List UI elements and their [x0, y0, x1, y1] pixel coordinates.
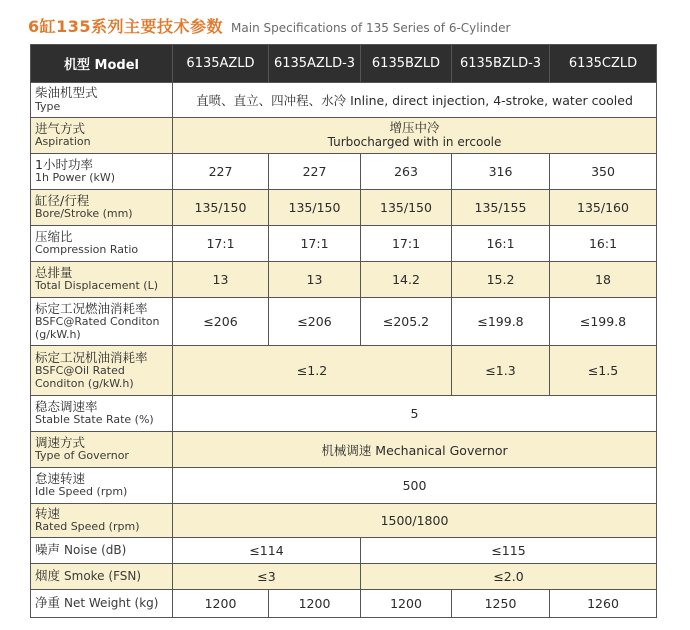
header-model-4: 6135BZLD-3	[452, 45, 550, 83]
table-cell: ≤1.2	[173, 346, 452, 396]
row-label: 1小时功率 1h Power (kW)	[31, 154, 173, 190]
table-cell: ≤199.8	[452, 298, 550, 346]
aspiration-value: 增压中冷 Turbocharged with in ercoole	[173, 118, 657, 154]
header-model-3: 6135BZLD	[361, 45, 452, 83]
table-cell: 机械调速 Mechanical Governor	[173, 432, 657, 468]
row-label: 稳态调速率 Stable State Rate (%)	[31, 396, 173, 432]
header-model-2: 6135AZLD-3	[269, 45, 361, 83]
row-compression	[31, 226, 657, 262]
table-header-row	[31, 45, 657, 83]
row-net-weight	[31, 590, 657, 618]
type-value: 直喷、直立、四冲程、水冷 Inline, direct injection, 4-stroke, water cooled	[173, 83, 657, 118]
table-cell: ≤1.3	[452, 346, 550, 396]
table-cell: 500	[173, 468, 657, 504]
table-cell: ≤3	[173, 564, 361, 590]
table-cell: 17:1	[361, 226, 452, 262]
row-noise	[31, 538, 657, 564]
row-label: 进气方式 Aspiration	[31, 118, 173, 154]
table-cell: 1500/1800	[173, 504, 657, 538]
table-cell: 1200	[361, 590, 452, 618]
row-type	[31, 83, 657, 118]
table-cell: 316	[452, 154, 550, 190]
row-label: 标定工况燃油消耗率 BSFC@Rated Conditon (g/kW.h)	[31, 298, 173, 346]
table-cell: 350	[550, 154, 657, 190]
table-cell: 18	[550, 262, 657, 298]
row-label: 烟度 Smoke (FSN)	[31, 564, 173, 590]
table-cell: ≤2.0	[361, 564, 657, 590]
row-aspiration	[31, 118, 657, 154]
table-cell: 14.2	[361, 262, 452, 298]
row-label: 转速 Rated Speed (rpm)	[31, 504, 173, 538]
table-cell: ≤115	[361, 538, 657, 564]
table-cell: 17:1	[173, 226, 269, 262]
row-label: 总排量 Total Displacement (L)	[31, 262, 173, 298]
row-stable-rate	[31, 396, 657, 432]
table-cell: 135/150	[173, 190, 269, 226]
row-label: 缸径/行程 Bore/Stroke (mm)	[31, 190, 173, 226]
row-label: 调速方式 Type of Governor	[31, 432, 173, 468]
table-cell: 135/160	[550, 190, 657, 226]
table-cell: 17:1	[269, 226, 361, 262]
title-chinese: 6缸135系列主要技术参数	[28, 17, 224, 36]
table-cell: ≤205.2	[361, 298, 452, 346]
row-label: 压缩比 Compression Ratio	[31, 226, 173, 262]
table-cell: ≤1.5	[550, 346, 657, 396]
header-model-1: 6135AZLD	[173, 45, 269, 83]
row-displacement	[31, 262, 657, 298]
row-smoke	[31, 564, 657, 590]
table-cell: ≤206	[173, 298, 269, 346]
title-english: Main Specifications of 135 Series of 6-Cylinder	[231, 21, 511, 35]
row-label: 柴油机型式 Type	[31, 83, 173, 118]
table-cell: 227	[173, 154, 269, 190]
table-cell: 5	[173, 396, 657, 432]
table-cell: 1200	[173, 590, 269, 618]
row-label: 净重 Net Weight (kg)	[31, 590, 173, 618]
table-cell: 15.2	[452, 262, 550, 298]
header-model-label: 机型 Model	[31, 45, 173, 83]
table-cell: 16:1	[452, 226, 550, 262]
table-cell: 263	[361, 154, 452, 190]
row-bsfc	[31, 298, 657, 346]
table-cell: ≤199.8	[550, 298, 657, 346]
row-label: 标定工况机油消耗率 BSFC@Oil Rated Conditon (g/kW.h)	[31, 346, 173, 396]
table-cell: 135/150	[269, 190, 361, 226]
row-label: 怠速转速 Idle Speed (rpm)	[31, 468, 173, 504]
table-cell: 227	[269, 154, 361, 190]
row-governor	[31, 432, 657, 468]
row-label: 噪声 Noise (dB)	[31, 538, 173, 564]
table-cell: 13	[269, 262, 361, 298]
specifications-table	[30, 44, 657, 618]
table-cell: 135/155	[452, 190, 550, 226]
table-cell: 135/150	[361, 190, 452, 226]
row-bore-stroke	[31, 190, 657, 226]
header-model-5: 6135CZLD	[550, 45, 657, 83]
page-title	[28, 14, 668, 40]
row-oil-consumption	[31, 346, 657, 396]
row-power	[31, 154, 657, 190]
row-rated-speed	[31, 504, 657, 538]
table-cell: ≤206	[269, 298, 361, 346]
table-cell: 16:1	[550, 226, 657, 262]
table-cell: 1250	[452, 590, 550, 618]
table-cell: 1260	[550, 590, 657, 618]
table-cell: 13	[173, 262, 269, 298]
row-idle-speed	[31, 468, 657, 504]
table-cell: ≤114	[173, 538, 361, 564]
table-cell: 1200	[269, 590, 361, 618]
